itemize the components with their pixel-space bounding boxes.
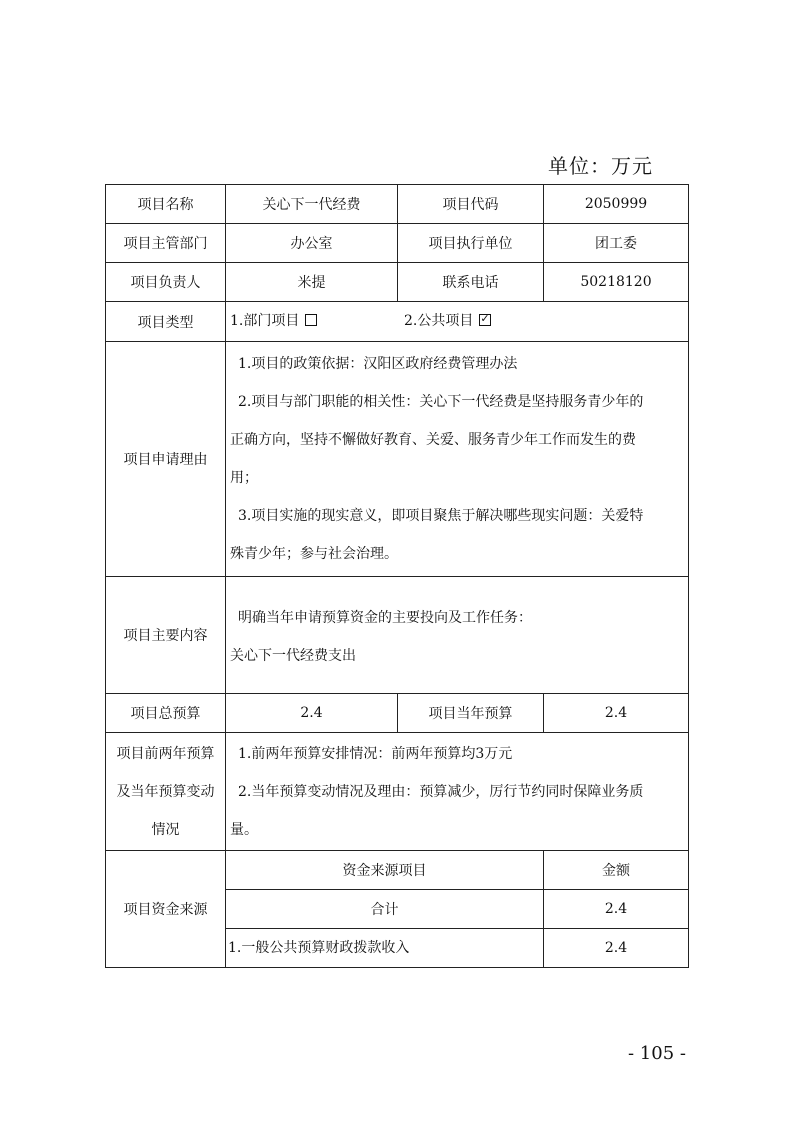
content-line: 明确当年申请预算资金的主要投向及工作任务：: [238, 610, 532, 626]
reason-line: 1.项目的政策依据：汉阳区政府经费管理办法: [238, 356, 518, 372]
project-code-value: 2050999: [544, 185, 689, 224]
table-row: [106, 185, 689, 224]
year-budget-label: 项目当年预算: [398, 694, 544, 733]
total-budget-label: 项目总预算: [106, 694, 226, 733]
funding-item-1-value: 2.4: [544, 929, 689, 968]
table-row: [106, 342, 689, 577]
reason-text: [226, 342, 689, 577]
project-form-table: [105, 184, 689, 968]
project-code-label: 项目代码: [398, 185, 544, 224]
type-options: [226, 302, 689, 342]
change-label-line: 及当年预算变动: [116, 783, 215, 800]
type-option-public: 2.公共项目: [404, 313, 474, 329]
change-text: [226, 733, 689, 851]
funding-item-header: 资金来源项目: [226, 851, 544, 890]
checkbox-checked-icon[interactable]: [479, 314, 491, 326]
leader-label: 项目负责人: [106, 263, 226, 302]
project-name-value: 关心下一代经费: [226, 185, 398, 224]
funding-source-label: 项目资金来源: [106, 851, 226, 968]
page-number: - 105 -: [628, 1043, 686, 1064]
total-budget-value: 2.4: [226, 694, 398, 733]
table-row: [106, 577, 689, 694]
change-label-line: 项目前两年预算: [116, 745, 215, 762]
type-label: 项目类型: [106, 302, 226, 342]
funding-total-label: 合计: [226, 890, 544, 929]
change-label-line: 情况: [151, 821, 180, 838]
reason-label: 项目申请理由: [106, 342, 226, 577]
content-line: 关心下一代经费支出: [230, 648, 356, 664]
reason-line: 殊青少年；参与社会治理。: [230, 546, 398, 562]
change-line: 量。: [230, 821, 258, 838]
phone-label: 联系电话: [398, 263, 544, 302]
reason-line: 用；: [230, 470, 258, 486]
table-row: [106, 302, 689, 342]
dept-label: 项目主管部门: [106, 224, 226, 263]
exec-unit-value: 团工委: [544, 224, 689, 263]
unit-label: 单位：万元: [548, 154, 653, 178]
funding-amount-header: 金额: [544, 851, 689, 890]
type-option-dept: 1.部门项目: [230, 313, 300, 329]
project-name-label: 项目名称: [106, 185, 226, 224]
change-label: [106, 733, 226, 851]
change-line: 1.前两年预算安排情况：前两年预算均3万元: [238, 745, 513, 762]
table-row: [106, 224, 689, 263]
table-row: [106, 694, 689, 733]
table-row: [106, 851, 689, 890]
funding-total-value: 2.4: [544, 890, 689, 929]
funding-item-1-label: 1.一般公共预算财政拨款收入: [226, 929, 544, 968]
checkbox-unchecked-icon[interactable]: [305, 314, 317, 326]
year-budget-value: 2.4: [544, 694, 689, 733]
dept-value: 办公室: [226, 224, 398, 263]
table-row: [106, 263, 689, 302]
content-label: 项目主要内容: [106, 577, 226, 694]
table-row: [106, 733, 689, 851]
phone-value: 50218120: [544, 263, 689, 302]
content-text: [226, 577, 689, 694]
change-line: 2.当年预算变动情况及理由：预算减少，厉行节约同时保障业务质: [238, 783, 644, 800]
leader-value: 米提: [226, 263, 398, 302]
reason-line: 3.项目实施的现实意义，即项目聚焦于解决哪些现实问题：关爱特: [238, 508, 644, 524]
reason-line: 2.项目与部门职能的相关性：关心下一代经费是坚持服务青少年的: [238, 394, 644, 410]
reason-line: 正确方向，坚持不懈做好教育、关爱、服务青少年工作而发生的费: [230, 432, 636, 448]
exec-unit-label: 项目执行单位: [398, 224, 544, 263]
